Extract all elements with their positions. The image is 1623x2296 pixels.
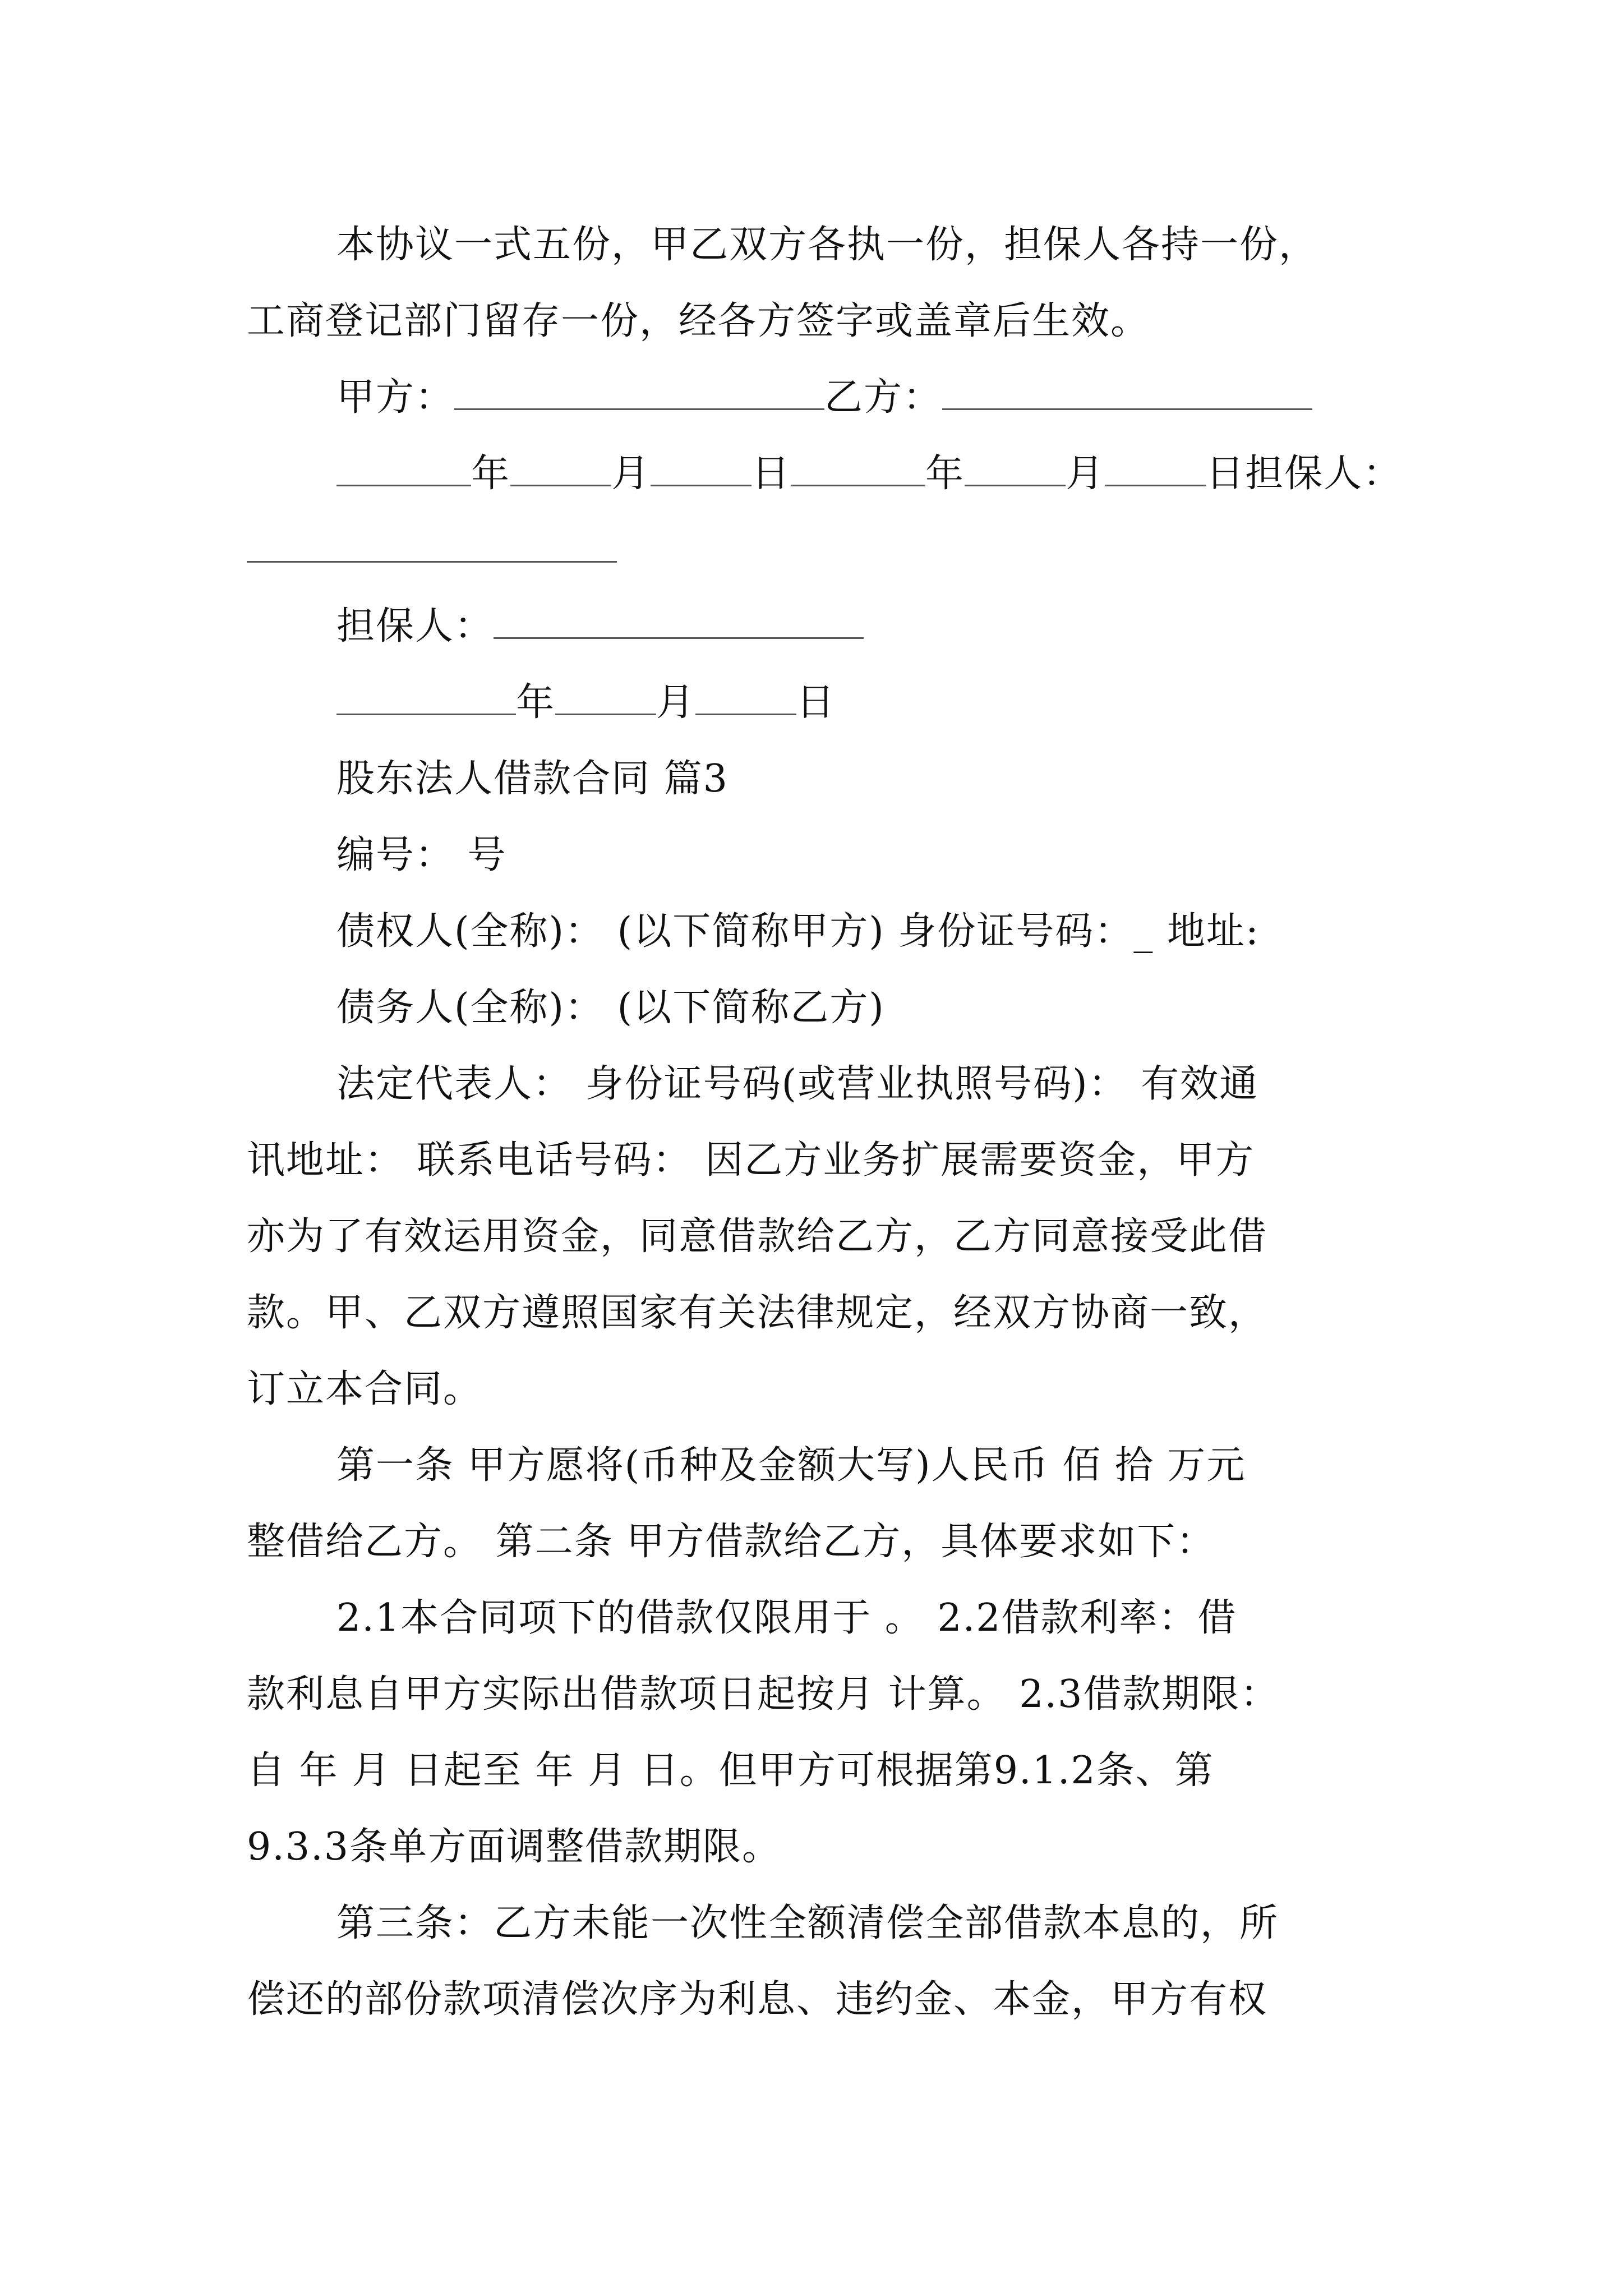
- year-blank: [336, 680, 516, 715]
- signature-line-parties: [0, 372, 1623, 423]
- month-label: 月: [1066, 452, 1105, 496]
- year-blank: [336, 451, 471, 486]
- section-title: 股东法人借款合同 篇3: [336, 757, 728, 801]
- year-label: 年: [516, 680, 556, 725]
- day-blank: [1105, 451, 1206, 486]
- paragraph-line: 讯地址： 联系电话号码： 因乙方业务扩展需要资金，甲方: [247, 1138, 1255, 1182]
- paragraph-line: 法定代表人： 身份证号码(或营业执照号码)： 有效通: [336, 1062, 1259, 1106]
- month-label: 月: [611, 452, 651, 496]
- year-label: 年: [925, 452, 965, 496]
- day-label: 日: [751, 452, 791, 496]
- party-a-label: 甲方：: [336, 375, 455, 420]
- guarantor-blank: [494, 604, 864, 639]
- article-line: 整借给乙方。 第二条 甲方借款给乙方，具体要求如下：: [247, 1520, 1216, 1564]
- article-line: 9.3.3条单方面调整借款期限。: [247, 1825, 782, 1869]
- month-blank: [965, 451, 1066, 486]
- year-blank: [791, 451, 925, 486]
- party-b-label: 乙方：: [824, 375, 943, 420]
- month-blank: [555, 680, 656, 715]
- article-line: 偿还的部份款项清偿次序为利息、违约金、本金，甲方有权: [247, 1977, 1268, 2022]
- guarantor-label: 担保人：: [336, 604, 494, 648]
- date-line: [0, 678, 1623, 728]
- contract-number: 编号： 号: [336, 833, 507, 877]
- paragraph-line: 工商登记部门留存一份，经各方签字或盖章后生效。: [247, 299, 1150, 343]
- paragraph-line: 本协议一式五份，甲乙双方各执一份，担保人各持一份，: [336, 223, 1318, 267]
- article-line: 第三条：乙方未能一次性全额清偿全部借款本息的，所: [336, 1901, 1279, 1945]
- guarantor-line: [0, 601, 1623, 652]
- date-line: [0, 449, 1623, 499]
- paragraph-line: 款。甲、乙双方遵照国家有关法律规定，经双方协商一致，: [247, 1291, 1268, 1335]
- year-label: 年: [471, 452, 511, 496]
- guarantor-blank: [247, 527, 617, 563]
- article-line: 款利息自甲方实际出借款项日起按月 计算。 2.3借款期限：: [247, 1672, 1280, 1717]
- article-line: 自 年 月 日起至 年 月 日。但甲方可根据第9.1.2条、第: [247, 1749, 1214, 1793]
- debtor-line: 债务人(全称)： (以下简称乙方): [336, 986, 885, 1030]
- day-blank: [695, 680, 796, 715]
- paragraph-line: 订立本合同。: [247, 1367, 483, 1411]
- party-b-blank: [942, 375, 1312, 410]
- creditor-line: 债权人(全称)： (以下简称甲方) 身份证号码：_ 地址:: [336, 909, 1260, 954]
- month-blank: [510, 451, 611, 486]
- paragraph-line: 亦为了有效运用资金，同意借款给乙方，乙方同意接受此借: [247, 1214, 1268, 1259]
- day-label: 日: [796, 680, 836, 725]
- article-line: 2.1本合同项下的借款仅限用于 。 2.2借款利率：借: [336, 1596, 1237, 1640]
- guarantor-label: 日担保人：: [1206, 452, 1403, 496]
- party-a-blank: [454, 375, 824, 410]
- article-line: 第一条 甲方愿将(币种及金额大写)人民币 佰 拾 万元: [336, 1443, 1246, 1488]
- month-label: 月: [656, 680, 696, 725]
- guarantor-blank-line: [0, 525, 1623, 576]
- day-blank: [651, 451, 751, 486]
